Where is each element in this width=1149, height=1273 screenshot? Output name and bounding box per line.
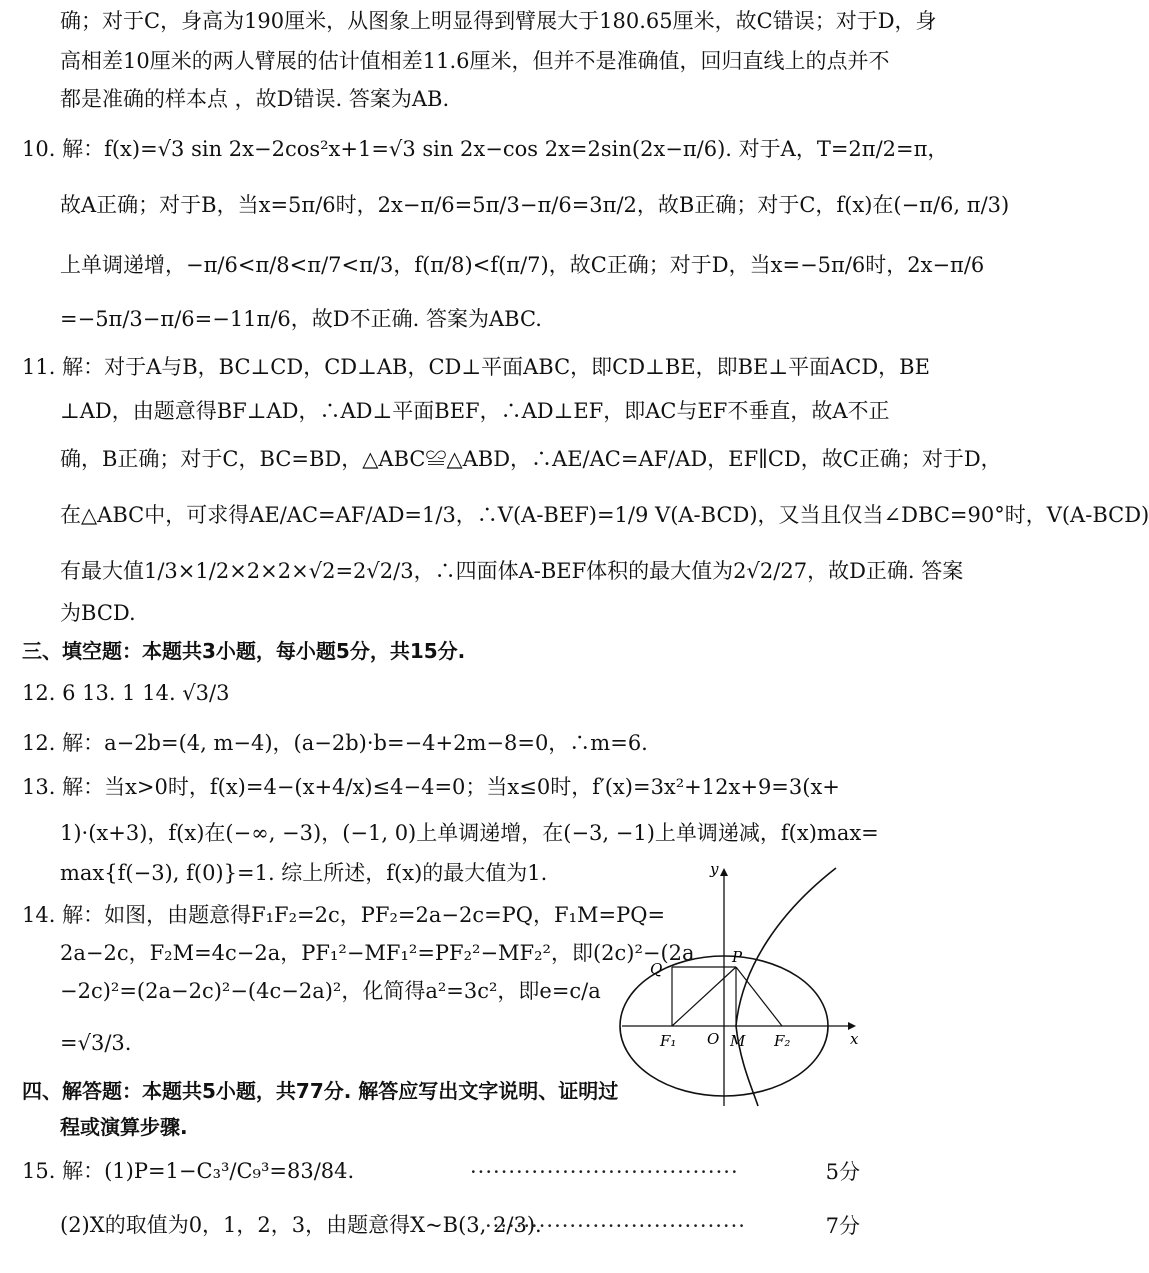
segment-PF1 [672,967,736,1026]
label-P: P [732,948,743,966]
text-line: 在△ABC中，可求得AE/AC=AF/AD=1/3，∴V(A-BEF)=1/9 V(A-BCD)，又当且仅当∠DBC=90°时，V(A-BCD) [60,503,1149,527]
text-line: (2)X的取值为0，1，2，3，由题意得X~B(3, 2/3). [60,1213,542,1237]
text-line: max{f(−3), f(0)}=1. 综上所述，f(x)的最大值为1. [60,861,548,885]
text-line: 上单调递增，−π/6<π/8<π/7<π/3，f(π/8)<f(π/7)，故C正确；对于D，当x=−5π/6时，2x−π/6 [60,253,985,277]
leader-dots: ·································· [485,1214,746,1238]
segment-PF2 [736,967,782,1026]
x-axis-arrow [848,1022,856,1030]
text-line: 都是准确的样本点 ，故D错误. 答案为AB. [60,87,450,111]
text-line: 2a−2c，F₂M=4c−2a，PF₁²−MF₁²=PF₂²−MF₂²，即(2c)²−(2a [60,941,695,965]
text-line: ⊥AD，由题意得BF⊥AD，∴AD⊥平面BEF，∴AD⊥EF，即AC与EF不垂直，故A不正 [60,399,890,423]
solution-11-line: 11. 解：对于A与B，BC⊥CD，CD⊥AB，CD⊥平面ABC，即CD⊥BE，即BE⊥平面ACD，BE [22,355,930,379]
text-line: 有最大值1/3×1/2×2×2×√2=2√2/3，∴四面体A-BEF体积的最大值为2√2/27，故D正确. 答案 [60,559,964,583]
label-x: x [850,1030,859,1048]
label-y: y [710,860,719,878]
label-Q: Q [650,960,663,978]
text-line: 高相差10厘米的两人臂展的估计值相差11.6厘米，但并不是准确值，回归直线上的点并不 [60,49,890,73]
leader-dots: ··································· [470,1160,739,1184]
section-heading-cont: 程或演算步骤. [60,1115,188,1139]
solution-12-line: 12. 解：a−2b=(4, m−4)，(a−2b)·b=−4+2m−8=0，∴m=6. [22,731,648,755]
label-O: O [707,1030,720,1048]
ellipse-hyperbola-figure [612,850,872,1110]
text-line: 为BCD. [60,601,136,625]
section-heading-solutions: 四、解答题：本题共5小题，共77分. 解答应写出文字说明、证明过 [22,1079,619,1103]
label-M: M [730,1032,746,1050]
solution-10-line: 10. 解：f(x)=√3 sin 2x−2cos²x+1=√3 sin 2x−cos 2x=2sin(2x−π/6). 对于A，T=2π/2=π， [22,137,949,161]
answers-line: 12. 6 13. 1 14. √3/3 [22,681,230,705]
text-line: 故A正确；对于B，当x=5π/6时，2x−π/6=5π/3−π/6=3π/2，故B正确；对于C，f(x)在(−π/6, π/3) [60,193,1010,217]
solution-14-line: 14. 解：如图，由题意得F₁F₂=2c，PF₂=2a−2c=PQ，F₁M=PQ= [22,903,666,927]
text-line: 确；对于C，身高为190厘米，从图象上明显得到臂展大于180.65厘米，故C错误；对于D，身 [60,9,937,33]
label-F1: F₁ [660,1032,677,1050]
text-line: =−5π/3−π/6=−11π/6，故D不正确. 答案为ABC. [60,307,542,331]
text-line: 确，B正确；对于C，BC=BD，△ABC≌△ABD，∴AE/AC=AF/AD，EF∥CD，故C正确；对于D， [60,447,1002,471]
text-line: −2c)²=(2a−2c)²−(4c−2a)²，化简得a²=3c²，即e=c/a [60,979,601,1003]
score-label: 5分 [825,1160,860,1184]
solution-13-line: 13. 解：当x>0时，f(x)=4−(x+4/x)≤4−4=0；当x≤0时，f′(x)=3x²+12x+9=3(x+ [22,775,840,799]
y-axis-arrow [720,868,728,876]
section-heading-fill-in: 三、填空题：本题共3小题，每小题5分，共15分. [22,639,466,663]
text-line: 1)·(x+3)，f(x)在(−∞, −3)，(−1, 0)上单调递增，在(−3, −1)上单调递减，f(x)max= [60,821,879,845]
solution-15-line: 15. 解：(1)P=1−C₃³/C₉³=83/84. [22,1159,355,1183]
text-line: =√3/3. [60,1031,132,1055]
label-F2: F₂ [774,1032,791,1050]
score-label: 7分 [825,1214,860,1238]
